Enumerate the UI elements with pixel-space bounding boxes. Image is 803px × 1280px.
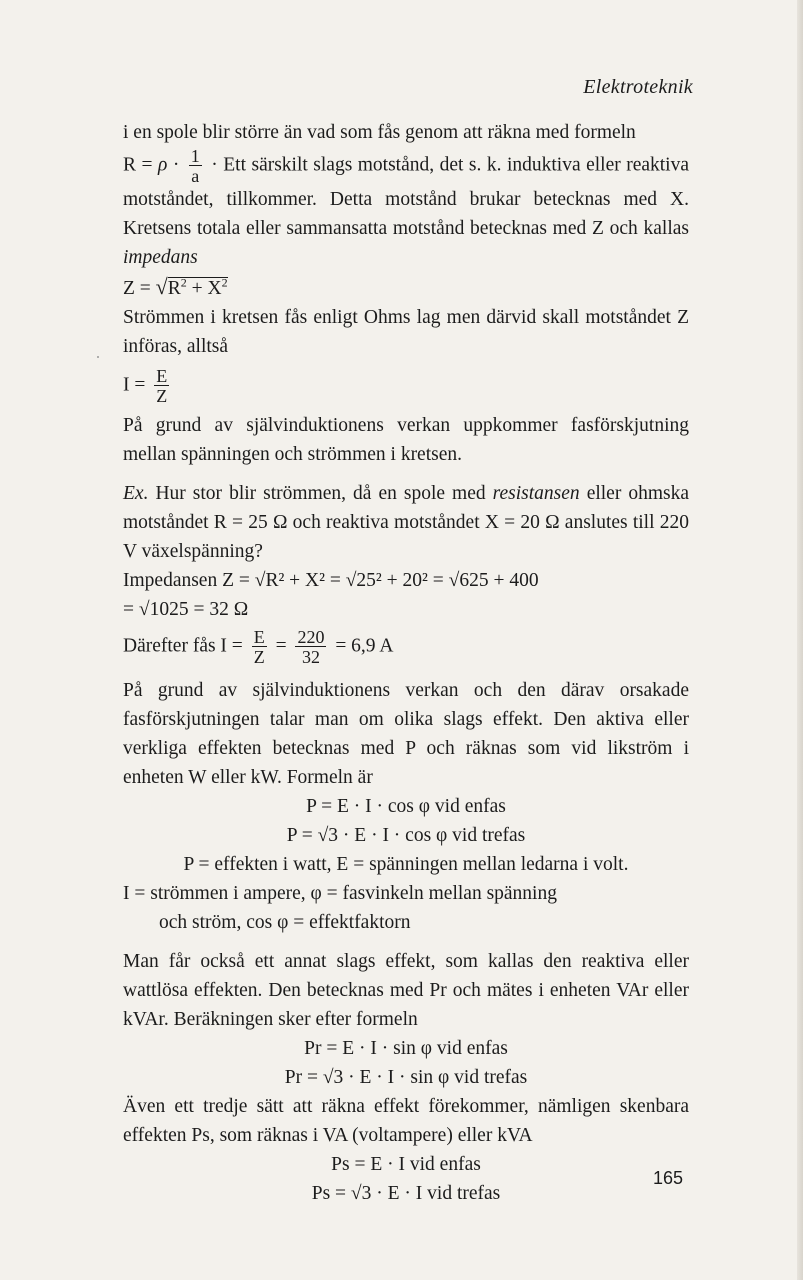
current-prefix: Därefter fås I = [123, 635, 248, 657]
formula-reactive-single: Pr = E · I · sin φ vid enfas [304, 1038, 508, 1059]
fraction-numerator: E [253, 627, 265, 647]
formula-current [123, 367, 689, 405]
example-text-b: eller ohmska motståndet R = 25 Ω och reaktiva motståndet X = 20 Ω anslutes till 220 V växelspänning? [123, 483, 689, 562]
legend-line-2: I = strömmen i ampere, φ = fasvinkeln mellan spänning [123, 883, 557, 904]
page-body [123, 118, 689, 1208]
page-edge [797, 0, 803, 1280]
formula-lhs: Z = [123, 278, 156, 299]
example-impedance-result: = √1025 = 32 Ω [123, 599, 249, 620]
fraction-denominator: Z [253, 647, 265, 667]
fraction-denominator: 32 [295, 646, 326, 666]
fraction-e-over-z [252, 628, 267, 666]
page-number: 165 [653, 1168, 684, 1188]
legend-line-1: P = effekten i watt, E = spänningen mellan ledarna i volt. [183, 854, 629, 875]
rho-symbol: ρ [157, 154, 168, 176]
paragraph-5: Man får också ett annat slags effekt, som kallas den reaktiva eller wattlösa effekten. Den betecknas med Pr och mätes i enheten VAr eller kVAr. Beräkningen sker efter formeln [123, 951, 689, 1030]
paragraph-1 [123, 147, 689, 272]
example-block [123, 479, 689, 666]
fraction-denominator: Z [156, 386, 168, 406]
example-impedance-line: Impedansen Z = √R² + X² = √25² + 20² = √625 + 400 [123, 570, 539, 591]
formula-apparent-three: Ps = √3 · E · I vid trefas [311, 1183, 501, 1204]
term-impedans: impedans [123, 247, 198, 268]
fraction-e-over-z [154, 367, 169, 405]
paragraph-1-line-1: i en spole blir större än vad som fås genom att räkna med formeln [123, 122, 636, 143]
term-resistansen: resistansen [492, 483, 580, 504]
formula-active-three: P = √3 · E · I · cos φ vid trefas [286, 825, 526, 846]
example-label: Ex. [123, 483, 149, 504]
formula-lhs: I = [123, 374, 151, 396]
formula-r-lhs: R = [123, 154, 158, 176]
equals-sign: = [270, 635, 292, 657]
radicand-x: X [207, 278, 222, 299]
formula-active-single: P = E · I · cos φ vid enfas [306, 796, 506, 817]
print-speck [97, 356, 99, 358]
sqrt-symbol: √ [155, 274, 168, 299]
fraction-220-over-32 [295, 628, 326, 666]
fraction-denominator: a [189, 165, 202, 185]
fraction-1-over-a [189, 147, 202, 185]
exponent: 2 [221, 275, 228, 290]
running-header: Elektroteknik [583, 76, 693, 98]
paragraph-6: Även ett tredje sätt att räkna effekt förekommer, nämligen skenbara effekten Ps, som räknas i VA (voltampere) eller kVA [123, 1096, 689, 1146]
plus-operator: + [186, 278, 208, 299]
paragraph-4: På grund av självinduktionens verkan och den därav orsakade fasförskjutningen talar man om olika slags effekt. Den aktiva eller verkliga effekten betecknas med P och räknas som vid likström i enheten W eller kW. Formeln är [123, 680, 689, 788]
legend-line-3: och ström, cos φ = effektfaktorn [159, 912, 411, 933]
formula-reactive-three: Pr = √3 · E · I · sin φ vid trefas [284, 1067, 528, 1088]
exponent: 2 [180, 275, 187, 290]
radicand [168, 277, 228, 299]
paragraph-3: På grund av självinduktionens verkan uppkommer fasförskjutning mellan spänningen och strömmen i kretsen. [123, 415, 689, 465]
example-question [123, 479, 689, 566]
current-result: = 6,9 A [330, 635, 394, 657]
fraction-numerator: 220 [297, 627, 325, 647]
radicand-r: R [167, 278, 181, 299]
example-text-a: Hur stor blir strömmen, då en spole med [155, 483, 486, 504]
dot-operator: · [167, 154, 185, 176]
paragraph-1-text: · Ett särskilt slags motstånd, det s. k. induktiva eller reaktiva motståndet, tillkommer. Detta motstånd brukar betecknas med X. Kretsens totala eller sammansatta motstånd betecknas med Z och kallas [123, 154, 689, 239]
fraction-numerator: 1 [190, 146, 200, 166]
fraction-numerator: E [156, 366, 168, 386]
example-current-line [123, 628, 689, 666]
formula-impedance [123, 272, 689, 303]
paragraph-2: Strömmen i kretsen fås enligt Ohms lag men därvid skall motståndet Z införas, alltså [123, 307, 689, 357]
formula-apparent-single: Ps = E · I vid enfas [331, 1154, 481, 1175]
